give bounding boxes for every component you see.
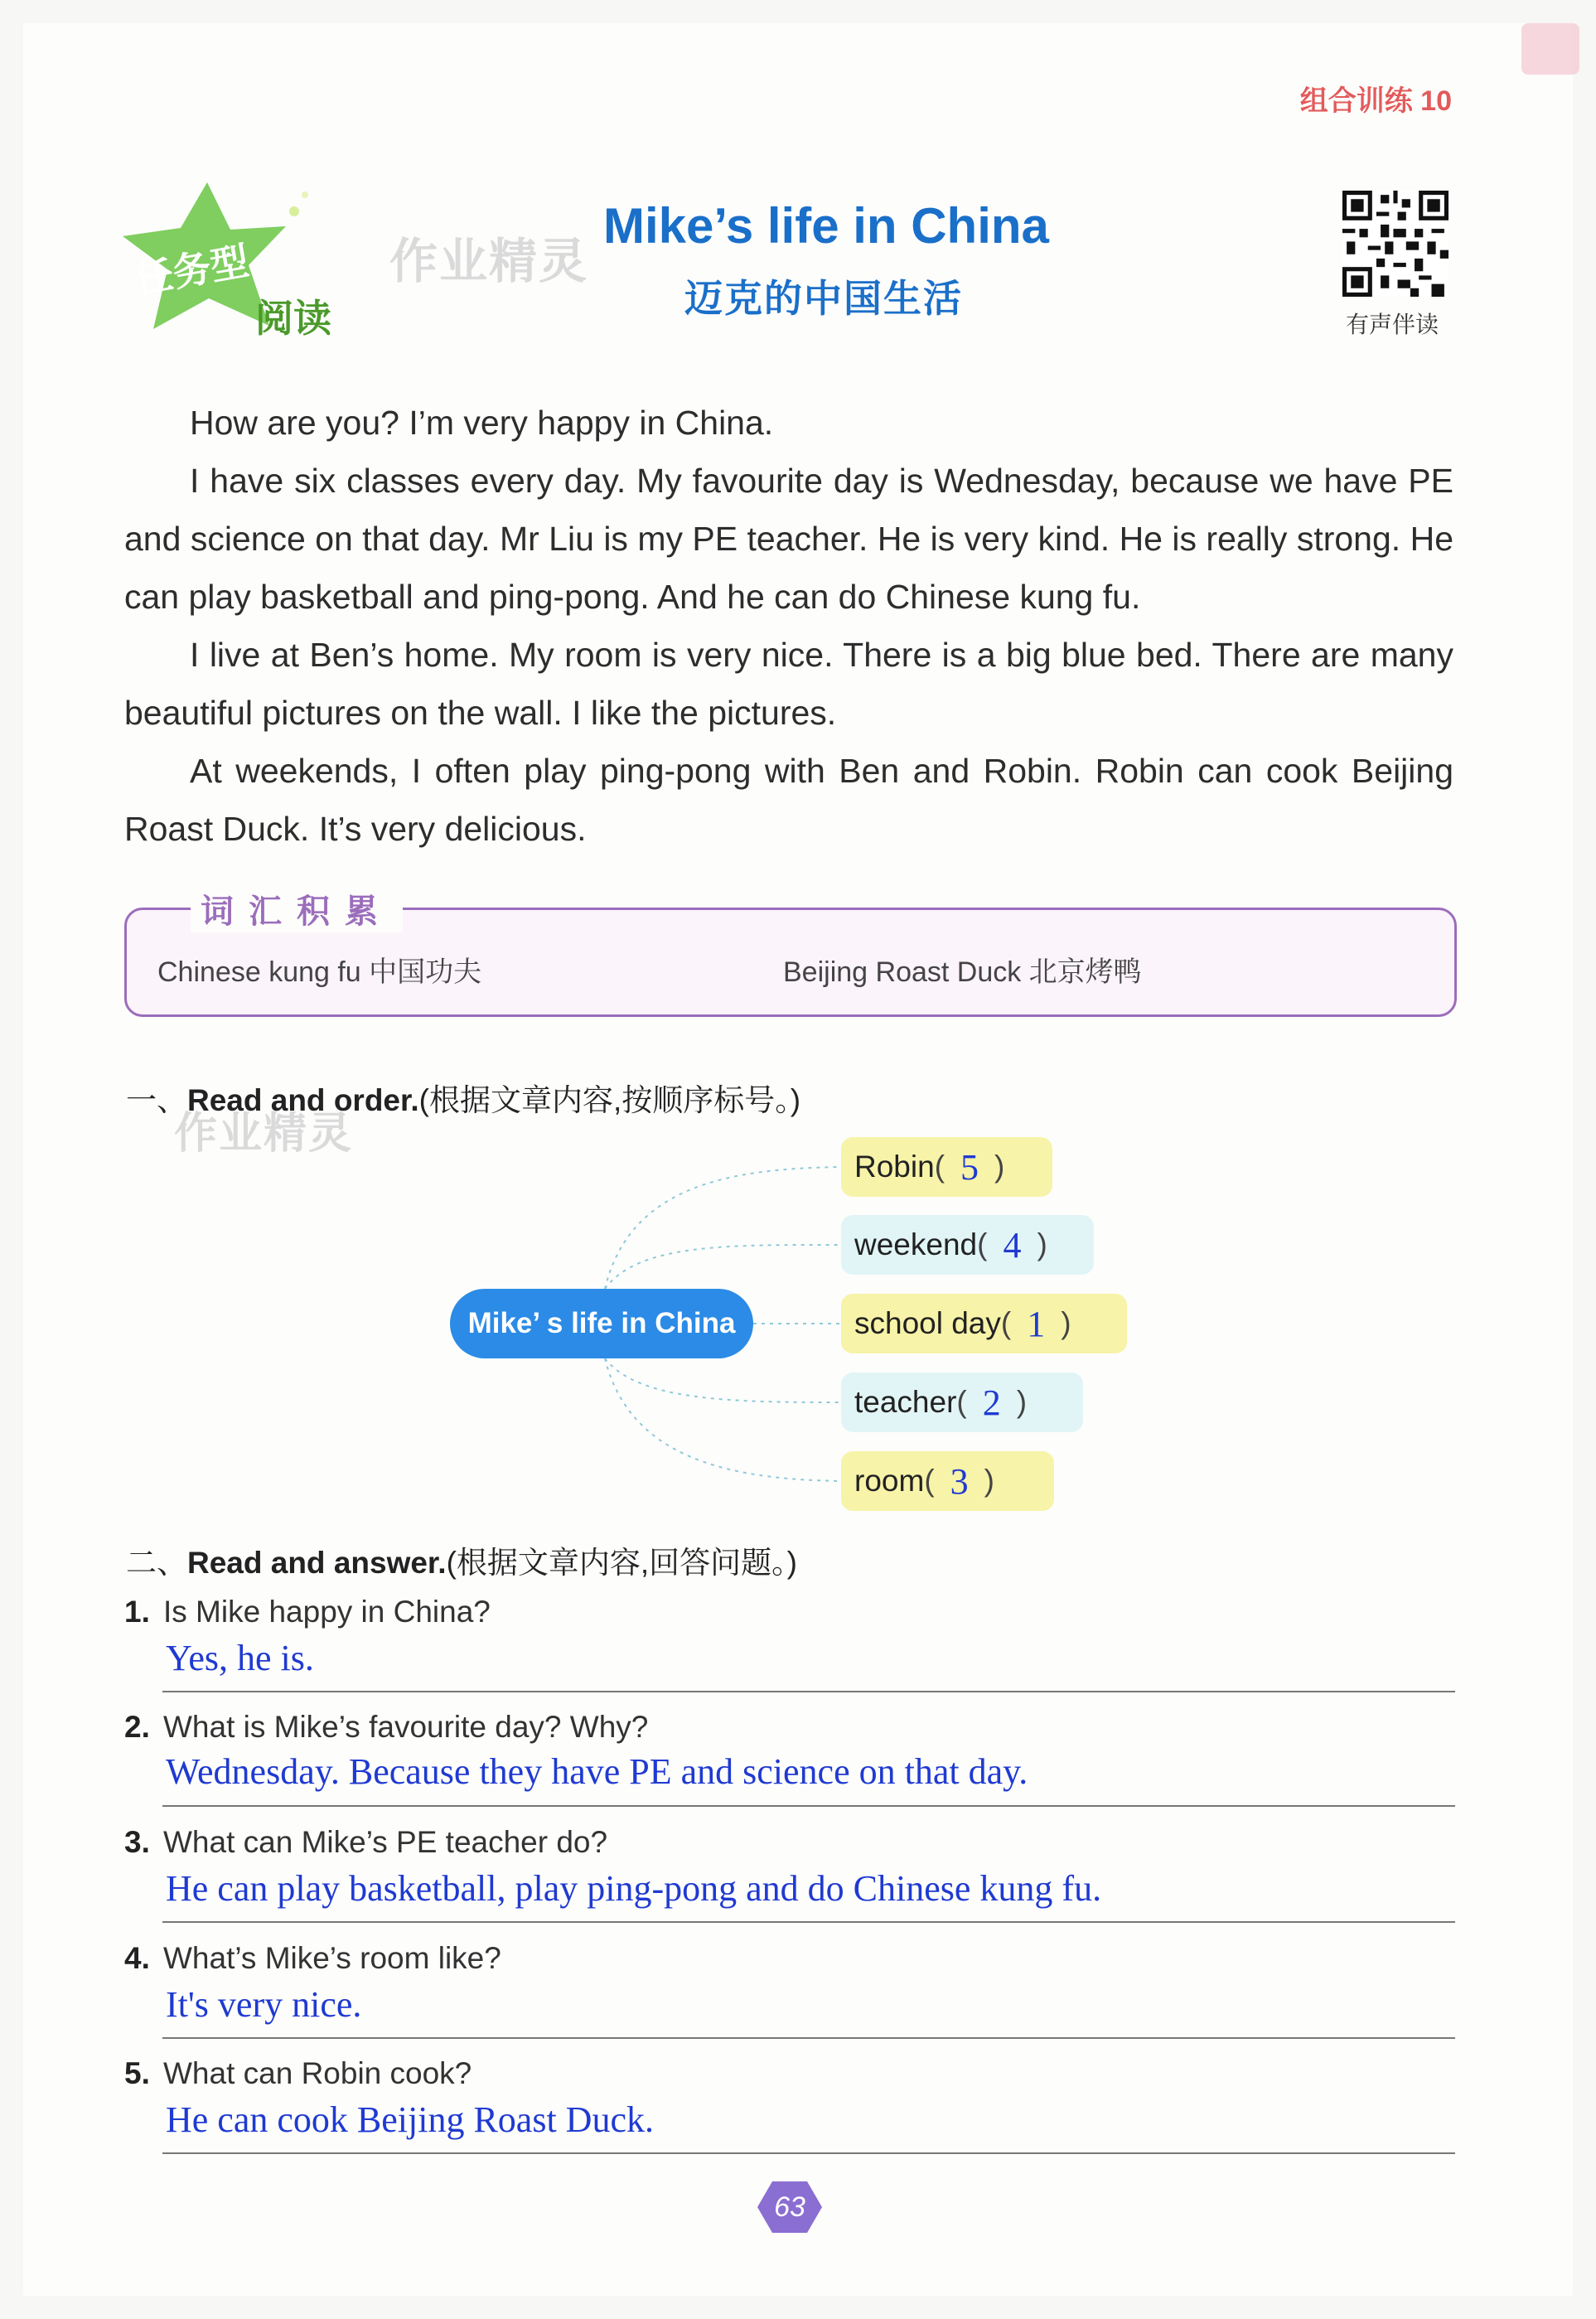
answer-line <box>162 1805 1455 1807</box>
answer-text[interactable]: It's very nice. <box>166 1984 362 2025</box>
vocabulary-item: Chinese kung fu 中国功夫 <box>157 956 482 988</box>
section1-title: Read and order. <box>187 1083 419 1117</box>
exercise-tag: 组合训练 10 <box>1299 85 1452 117</box>
badge-line1: 任务型 <box>132 239 252 302</box>
page-subtitle: 迈克的中国生活 <box>684 277 963 320</box>
question-number: 2. <box>124 1710 150 1744</box>
page-title: Mike’s life in China <box>603 198 1049 254</box>
question-number: 3. <box>124 1825 150 1859</box>
order-answer[interactable]: 3 <box>950 1460 969 1502</box>
branch-label: school day <box>854 1306 1001 1340</box>
section2-heading <box>126 1537 797 1582</box>
question-number: 1. <box>124 1595 150 1629</box>
branch-label: teacher <box>854 1385 957 1419</box>
branch-label: Robin <box>854 1150 935 1184</box>
branch-teacher: teacher ( 2 ) <box>841 1373 1083 1432</box>
order-answer[interactable]: 5 <box>960 1146 979 1188</box>
answer-line <box>162 1691 1455 1692</box>
question-text: What is Mike’s favourite day? Why? <box>163 1710 649 1744</box>
section1-number: 一、 <box>126 1083 187 1117</box>
branch-room: room ( 3 ) <box>841 1451 1054 1511</box>
passage-paragraph: At weekends, I often play ping-pong with Ben and Robin. Robin can cook Beijing Roast Duck. It’s very delicious. <box>124 752 1453 848</box>
question-text: What can Mike’s PE teacher do? <box>163 1825 608 1859</box>
section2-title: Read and answer. <box>187 1546 447 1580</box>
answer-line <box>162 2037 1455 2039</box>
branch-label: room <box>854 1464 925 1498</box>
page-number: 63 <box>774 2191 805 2223</box>
badge-line2: 阅读 <box>255 297 331 340</box>
corner-decoration <box>1521 23 1579 75</box>
branch-robin: Robin ( 5 ) <box>841 1137 1052 1197</box>
mind-map-center: Mike’ s life in China <box>450 1289 753 1358</box>
watermark: 作业精灵 <box>389 235 589 288</box>
branch-label: weekend <box>854 1227 978 1261</box>
passage-paragraph: I live at Ben’s home. My room is very nice. There is a big blue bed. There are many beautiful pictures on the wall. I like the pictures. <box>124 636 1453 732</box>
watermark: 作业精灵 <box>174 1110 354 1158</box>
branch-weekend: weekend ( 4 ) <box>841 1215 1094 1275</box>
section1-instruction: (根据文章内容,按顺序标号。) <box>418 1083 801 1117</box>
section2-instruction: (根据文章内容,回答问题。) <box>446 1546 797 1580</box>
question-text: What can Robin cook? <box>163 2056 472 2090</box>
section2-number: 二、 <box>126 1546 187 1580</box>
branch-school-day: school day ( 1 ) <box>841 1294 1127 1353</box>
answer-text[interactable]: He can play basketball, play ping-pong and do Chinese kung fu. <box>166 1868 1102 1909</box>
qr-code-icon[interactable] <box>1342 191 1448 297</box>
order-answer[interactable]: 2 <box>982 1382 1001 1423</box>
answer-line <box>162 2152 1455 2154</box>
question-text: Is Mike happy in China? <box>163 1595 491 1629</box>
qr-label: 有声伴读 <box>1346 312 1439 337</box>
question-number: 4. <box>124 1941 150 1975</box>
passage-paragraph: I have six classes every day. My favourite day is Wednesday, because we have PE and science on that day. Mr Liu is my PE teacher. He is very kind. He is really strong. He can play basketball and ping-pong. And he can do Chinese kung fu. <box>124 462 1453 616</box>
answer-line <box>162 1921 1455 1923</box>
order-answer[interactable]: 1 <box>1027 1303 1046 1344</box>
vocabulary-item: Beijing Roast Duck 北京烤鸭 <box>783 956 1142 988</box>
passage-paragraph: How are you? I’m very happy in China. <box>190 404 774 442</box>
reading-passage <box>124 394 1453 858</box>
answer-text[interactable]: Wednesday. Because they have PE and science on that day. <box>166 1751 1028 1792</box>
answer-text[interactable]: He can cook Beijing Roast Duck. <box>166 2099 654 2140</box>
order-answer[interactable]: 4 <box>1003 1224 1022 1266</box>
vocabulary-title: 词汇积累 <box>191 885 403 932</box>
question-text: What’s Mike’s room like? <box>163 1941 501 1975</box>
answer-text[interactable]: Yes, he is. <box>166 1638 314 1678</box>
question-number: 5. <box>124 2056 150 2090</box>
